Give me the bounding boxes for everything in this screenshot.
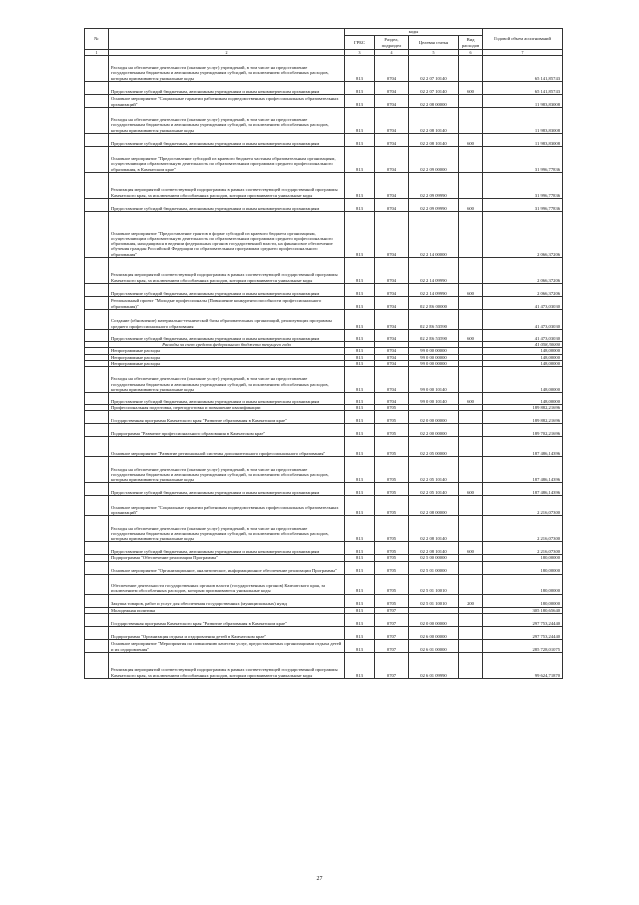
row-grbs: 813 [345,424,375,437]
row-exptype [459,424,483,437]
row-grbs: 813 [345,607,375,613]
row-target: 02 2 E6 53590 [409,330,459,342]
row-description: Государственная программа Камчатского края "Развитие образования в Камчатском крае" [109,614,345,627]
column-number: 4 [375,50,409,56]
table-row [85,367,563,393]
row-no-cell [85,95,109,108]
table-row [85,424,563,437]
row-amount: 297 753,24440 [483,627,563,640]
row-grbs: 813 [345,95,375,108]
row-target: 02 5 01 00000 [409,561,459,574]
row-description: Предоставление субсидий бюджетным, автономным учреждениям и иным некоммерческим организациям [109,542,345,555]
column-number: 1 [85,50,109,56]
row-no-cell [85,627,109,640]
row-section: 0704 [375,348,409,354]
row-description: Непрограммные расходы [109,348,345,354]
row-exptype [459,561,483,574]
row-description: Основное мероприятие "Организационное, аналитическое, информационное обеспечение реализации Программы" [109,561,345,574]
row-exptype [459,173,483,199]
row-grbs: 813 [345,561,375,574]
table-row [85,594,563,607]
row-amount: 41 473,03030 [483,310,563,330]
row-amount: 187 486,14396 [483,483,563,496]
row-target: 02 5 01 10010 [409,594,459,607]
row-grbs: 813 [345,354,375,360]
row-exptype [459,457,483,483]
row-no-cell [85,330,109,342]
row-target: 02 2 14 09990 [409,284,459,297]
row-amount: 180,00000 [483,555,563,561]
row-section: 0705 [375,424,409,437]
row-grbs: 813 [345,640,375,653]
row-grbs: 813 [345,594,375,607]
row-description: Расходы на обеспечение деятельности (оказание услуг) учреждений, в том числе на предоставление государственным бюджетным и автономным учреждениям субсидий, за исключением обособленных расходов, которым присваиваются уникальные коды [109,56,345,82]
row-section: 0704 [375,56,409,82]
row-description: Предоставление субсидий бюджетным, автономным учреждениям и иным некоммерческим организациям [109,199,345,212]
row-exptype [459,56,483,82]
row-amount: 2 066,37206 [483,284,563,297]
row-no-cell [85,424,109,437]
table-row [85,640,563,653]
row-grbs: 813 [345,574,375,594]
row-no-cell [85,437,109,457]
row-description: Подпрограмма "Организация отдыха и оздоровления детей в Камчатском крае" [109,627,345,640]
row-exptype [459,297,483,310]
header-target: Целевая статья [409,36,459,50]
table-row [85,437,563,457]
table-row [85,457,563,483]
table-row [85,516,563,542]
row-no-cell [85,516,109,542]
row-target: 99 0 00 10140 [409,393,459,405]
row-exptype: 600 [459,330,483,342]
row-amount: 148,00000 [483,354,563,360]
row-description: Предоставление субсидий бюджетным, автономным учреждениям и иным некоммерческим организациям [109,330,345,342]
row-amount: 305 180,65640 [483,607,563,613]
row-target: 99 0 00 00000 [409,354,459,360]
row-target: 02 5 00 00000 [409,555,459,561]
row-exptype [459,310,483,330]
row-amount: 65 141,85743 [483,56,563,82]
row-grbs: 813 [345,56,375,82]
row-grbs: 813 [345,297,375,310]
row-target: 02 2 E6 53590 [409,310,459,330]
row-description: Расходы на обеспечение деятельности (оказание услуг) учреждений, в том числе на предоставление государственным бюджетным и автономным учреждениям субсидий, за исключением обособленных расходов, которым присваиваются уникальные коды [109,457,345,483]
row-grbs: 813 [345,367,375,393]
row-grbs: 813 [345,173,375,199]
row-grbs: 813 [345,147,375,173]
row-description: Реализация мероприятий соответствующей подпрограммы в рамках соответствующей государственной программы Камчатского края, за исключением обособленных расходов, которым присваиваются уникальные коды [109,653,345,679]
row-no-cell [85,393,109,405]
row-section: 0705 [375,496,409,516]
row-description: Основное мероприятие "Социальные гарантии работникам подведомственных профессиональных образовательных организаций" [109,496,345,516]
row-no-cell [85,640,109,653]
row-target: 02 2 07 10140 [409,56,459,82]
row-description: Реализация мероприятий соответствующей подпрограммы в рамках соответствующей государственной программы Камчатского края, за исключением обособленных расходов, которым присваиваются уникальные коды [109,173,345,199]
row-no-cell [85,653,109,679]
row-grbs: 813 [345,457,375,483]
row-section: 0704 [375,360,409,366]
row-exptype: 600 [459,483,483,496]
row-grbs: 813 [345,212,375,258]
row-amount: 11 983,83008 [483,108,563,134]
row-amount: 148,00000 [483,360,563,366]
header-description [109,29,345,50]
row-target: 02 2 08 00000 [409,95,459,108]
table-row [85,56,563,82]
row-target: 02 2 00 00000 [409,424,459,437]
row-section: 0704 [375,284,409,297]
row-no-cell [85,173,109,199]
row-section: 0705 [375,405,409,411]
row-target: 02 2 08 00000 [409,496,459,516]
row-exptype [459,496,483,516]
header-no: № [85,29,109,50]
header-grbs: ГРБС [345,36,375,50]
row-target: 02 2 08 10140 [409,516,459,542]
row-grbs: 813 [345,555,375,561]
row-no-cell [85,258,109,284]
row-amount: 2 066,37206 [483,212,563,258]
row-exptype [459,147,483,173]
column-number: 6 [459,50,483,56]
row-section: 0704 [375,367,409,393]
row-grbs: 813 [345,284,375,297]
row-amount: 148,00000 [483,348,563,354]
row-amount: 187 486,14396 [483,457,563,483]
table-row [85,496,563,516]
row-grbs: 813 [345,483,375,496]
row-amount: 180,00000 [483,594,563,607]
row-target: 02 2 05 00000 [409,437,459,457]
header-annual: Годовой объем ассигнований [483,29,563,50]
row-section: 0704 [375,354,409,360]
row-amount: 148,00000 [483,367,563,393]
row-description: Основное мероприятие "Социальные гарантии работникам подведомственных профессиональных образовательных организаций" [109,95,345,108]
row-section: 0704 [375,310,409,330]
row-target: 02 5 01 10010 [409,574,459,594]
row-exptype: 600 [459,199,483,212]
row-amount: 189 702,21696 [483,424,563,437]
table-row [85,134,563,147]
row-section: 0704 [375,212,409,258]
row-no-cell [85,614,109,627]
row-description: Основное мероприятие "Предоставление грантов в форме субсидий из краевого бюджета организациям, осуществляющим образовательную деятельность по образовательным программам среднего профессионального образования, находящимся в ведении федеральных органов государственной власти, на финансовое обеспечение обучения граждан Российской Федерации по образовательным программам среднего профессионального образования" [109,212,345,258]
row-section: 0705 [375,561,409,574]
row-section: 0705 [375,483,409,496]
row-target: 02 2 05 10140 [409,483,459,496]
row-exptype [459,574,483,594]
row-amount: 41 058,30000 [483,342,563,348]
row-exptype [459,212,483,258]
column-number: 3 [345,50,375,56]
row-description: Государственная программа Камчатского края "Развитие образования в Камчатском крае" [109,411,345,424]
row-exptype [459,653,483,679]
row-grbs: 813 [345,82,375,95]
row-grbs: 813 [345,134,375,147]
row-amount: 285 728,01075 [483,640,563,653]
table-row [85,258,563,284]
row-exptype [459,258,483,284]
row-amount: 41 473,03030 [483,297,563,310]
row-no-cell [85,56,109,82]
table-row [85,212,563,258]
row-no-cell [85,594,109,607]
row-amount: 2 066,37206 [483,258,563,284]
row-target: 02 2 E6 00000 [409,297,459,310]
row-target: 02 2 14 09990 [409,258,459,284]
row-section: 0704 [375,173,409,199]
row-exptype [459,367,483,393]
column-number: 2 [109,50,345,56]
row-description: Закупка товаров, работ и услуг для обеспечения государственных (муниципальных) нужд [109,594,345,607]
row-exptype: 600 [459,82,483,95]
row-no-cell [85,483,109,496]
row-target: 02 6 00 00000 [409,627,459,640]
table-row [85,483,563,496]
row-target: 99 0 00 10140 [409,367,459,393]
row-description: Создание (обновление) материально-технической базы образовательных организаций, реализующих программы среднего профессионального образования [109,310,345,330]
row-description: Предоставление субсидий бюджетным, автономным учреждениям и иным некоммерческим организациям [109,483,345,496]
table-row [85,297,563,310]
row-section: 0704 [375,95,409,108]
table-row [85,199,563,212]
row-section: 0704 [375,393,409,405]
row-exptype: 600 [459,284,483,297]
row-target: 02 6 01 09990 [409,653,459,679]
row-description: Молодежная политика [109,607,345,613]
row-exptype [459,640,483,653]
row-amount: 31 996,77836 [483,173,563,199]
row-description: Предоставление субсидий бюджетным, автономным учреждениям и иным некоммерческим организациям [109,82,345,95]
row-section: 0705 [375,516,409,542]
row-no-cell [85,574,109,594]
table-row [85,542,563,555]
row-exptype [459,516,483,542]
row-target: 02 0 00 00000 [409,614,459,627]
row-exptype [459,108,483,134]
row-amount: 65 141,85743 [483,82,563,95]
table-row [85,574,563,594]
row-amount: 180,00000 [483,574,563,594]
table-body [85,56,563,679]
row-section: 0705 [375,457,409,483]
row-target: 02 6 01 00000 [409,640,459,653]
row-description: Подпрограмма "Обеспечение реализации Программы" [109,555,345,561]
row-amount: 41 473,03030 [483,330,563,342]
row-section: 0704 [375,147,409,173]
row-no-cell [85,367,109,393]
row-exptype [459,627,483,640]
row-grbs: 813 [345,411,375,424]
row-grbs: 813 [345,653,375,679]
row-description: Основное мероприятие "Предоставление субсидий из краевого бюджета частным образовательным организациям, осуществляющим образовательную деятельность по образовательным программам среднего профессионального образования, в Камчатском крае" [109,147,345,173]
row-description: Расходы за счет средств федерального бюджета текущего года [109,342,345,348]
row-no-cell [85,310,109,330]
column-number: 5 [409,50,459,56]
header-codes: коды [345,29,483,36]
table-row [85,95,563,108]
row-amount: 11 983,83008 [483,95,563,108]
row-grbs: 813 [345,330,375,342]
row-description: Профессиональная подготовка, переподготовка и повышение квалификации [109,405,345,411]
row-target: 02 2 07 10140 [409,82,459,95]
table-row [85,108,563,134]
row-section: 0704 [375,108,409,134]
row-description: Реализация мероприятий соответствующей подпрограммы в рамках соответствующей государственной программы Камчатского края, за исключением обособленных расходов, которым присваиваются уникальные коды [109,258,345,284]
row-no-cell [85,542,109,555]
row-no-cell [85,297,109,310]
row-grbs: 813 [345,496,375,516]
row-amount: 180,00000 [483,561,563,574]
row-section: 0704 [375,199,409,212]
row-target: 02 2 09 09990 [409,173,459,199]
row-description: Предоставление субсидий бюджетным, автономным учреждениям и иным некоммерческим организациям [109,284,345,297]
row-no-cell [85,457,109,483]
row-description: Основное мероприятие "Мероприятия по повышению качества услуг, предоставляемых организациями отдыха детей и их оздоровления" [109,640,345,653]
row-description: Непрограммные расходы [109,354,345,360]
row-description: Обеспечение деятельности государственных органов власти (государственных органов) Камчатского края, за исключением обособленных расходов, которым присваиваются уникальные коды [109,574,345,594]
row-description: Непрограммные расходы [109,360,345,366]
table-row [85,561,563,574]
row-section: 0707 [375,627,409,640]
row-no-cell [85,284,109,297]
row-section: 0707 [375,614,409,627]
row-grbs: 813 [345,393,375,405]
row-description: Основное мероприятие "Развитие региональной системы дополнительного профессионального образования" [109,437,345,457]
row-grbs: 813 [345,627,375,640]
table-row [85,310,563,330]
row-section: 0707 [375,653,409,679]
row-amount: 187 486,14396 [483,437,563,457]
row-amount: 148,00000 [483,393,563,405]
column-number: 7 [483,50,563,56]
row-exptype [459,437,483,457]
row-target: 99 0 00 00000 [409,348,459,354]
row-exptype [459,614,483,627]
row-no-cell [85,82,109,95]
row-amount: 189 882,21696 [483,411,563,424]
row-grbs: 813 [345,108,375,134]
budget-table [84,28,563,679]
table-row [85,614,563,627]
table-row [85,393,563,405]
row-section: 0705 [375,542,409,555]
row-description: Расходы на обеспечение деятельности (оказание услуг) учреждений, в том числе на предоставление государственным бюджетным и автономным учреждениям субсидий, за исключением обособленных расходов, которым присваиваются уникальные коды [109,108,345,134]
row-no-cell [85,496,109,516]
row-no-cell [85,411,109,424]
row-target: 02 2 09 09990 [409,199,459,212]
row-amount: 31 996,77836 [483,147,563,173]
budget-document-page [84,28,562,679]
row-grbs: 813 [345,542,375,555]
row-no-cell [85,147,109,173]
row-target: 02 2 09 00000 [409,147,459,173]
row-exptype: 200 [459,594,483,607]
row-description: Расходы на обеспечение деятельности (оказание услуг) учреждений, в том числе на предоставление государственным бюджетным и автономным учреждениям субсидий, за исключением обособленных расходов, которым присваиваются уникальные коды [109,516,345,542]
row-section: 0705 [375,555,409,561]
row-target: 02 0 00 00000 [409,411,459,424]
table-row [85,653,563,679]
row-target: 02 2 05 10140 [409,457,459,483]
row-section: 0704 [375,297,409,310]
row-amount: 31 996,77836 [483,199,563,212]
row-target: 02 2 08 10140 [409,134,459,147]
table-row [85,284,563,297]
row-description: Предоставление субсидий бюджетным, автономным учреждениям и иным некоммерческим организациям [109,393,345,405]
row-grbs: 813 [345,199,375,212]
row-section: 0704 [375,134,409,147]
row-grbs: 813 [345,516,375,542]
row-amount: 2 216,07300 [483,496,563,516]
row-amount: 99 624,71870 [483,653,563,679]
table-row [85,147,563,173]
row-section: 0707 [375,640,409,653]
row-grbs: 813 [345,614,375,627]
row-grbs: 813 [345,437,375,457]
header-exptype: Вид расходов [459,36,483,50]
row-target: 02 2 08 10140 [409,542,459,555]
table-row [85,330,563,342]
row-no-cell [85,134,109,147]
row-amount: 2 216,07300 [483,516,563,542]
row-section: 0705 [375,437,409,457]
row-description: Подпрограмма "Развитие профессионального образования в Камчатском крае" [109,424,345,437]
header-section: Раздел, подраздел [375,36,409,50]
table-row [85,82,563,95]
row-target: 02 2 08 10140 [409,108,459,134]
row-amount: 11 983,83008 [483,134,563,147]
row-exptype: 600 [459,542,483,555]
page-number: 27 [316,876,323,882]
row-target: 02 2 14 00000 [409,212,459,258]
row-grbs: 813 [345,405,375,411]
row-amount: 2 216,07300 [483,542,563,555]
row-section: 0707 [375,607,409,613]
row-description: Расходы на обеспечение деятельности (оказание услуг) учреждений, в том числе на предоставление государственным бюджетным и автономным учреждениям субсидий, за исключением обособленных расходов, которым присваиваются уникальные коды [109,367,345,393]
table-row [85,411,563,424]
row-no-cell [85,108,109,134]
row-description: Предоставление субсидий бюджетным, автономным учреждениям и иным некоммерческим организациям [109,134,345,147]
row-no-cell [85,212,109,258]
row-amount: 297 753,24440 [483,614,563,627]
row-section: 0704 [375,82,409,95]
row-target: 99 0 00 00000 [409,360,459,366]
row-grbs: 813 [345,258,375,284]
table-row [85,173,563,199]
row-amount: 189 882,21696 [483,405,563,411]
row-exptype [459,95,483,108]
row-section: 0705 [375,594,409,607]
row-exptype [459,411,483,424]
row-section: 0705 [375,411,409,424]
row-section: 0704 [375,330,409,342]
row-section: 0704 [375,258,409,284]
row-section: 0705 [375,574,409,594]
row-description: Региональный проект "Молодые профессионалы (Повышение конкурентоспособности профессионального образования)" [109,297,345,310]
row-grbs: 813 [345,360,375,366]
row-no-cell [85,199,109,212]
table-row [85,627,563,640]
row-exptype: 600 [459,393,483,405]
row-no-cell [85,561,109,574]
row-grbs: 813 [345,310,375,330]
row-exptype: 600 [459,134,483,147]
row-grbs: 813 [345,348,375,354]
